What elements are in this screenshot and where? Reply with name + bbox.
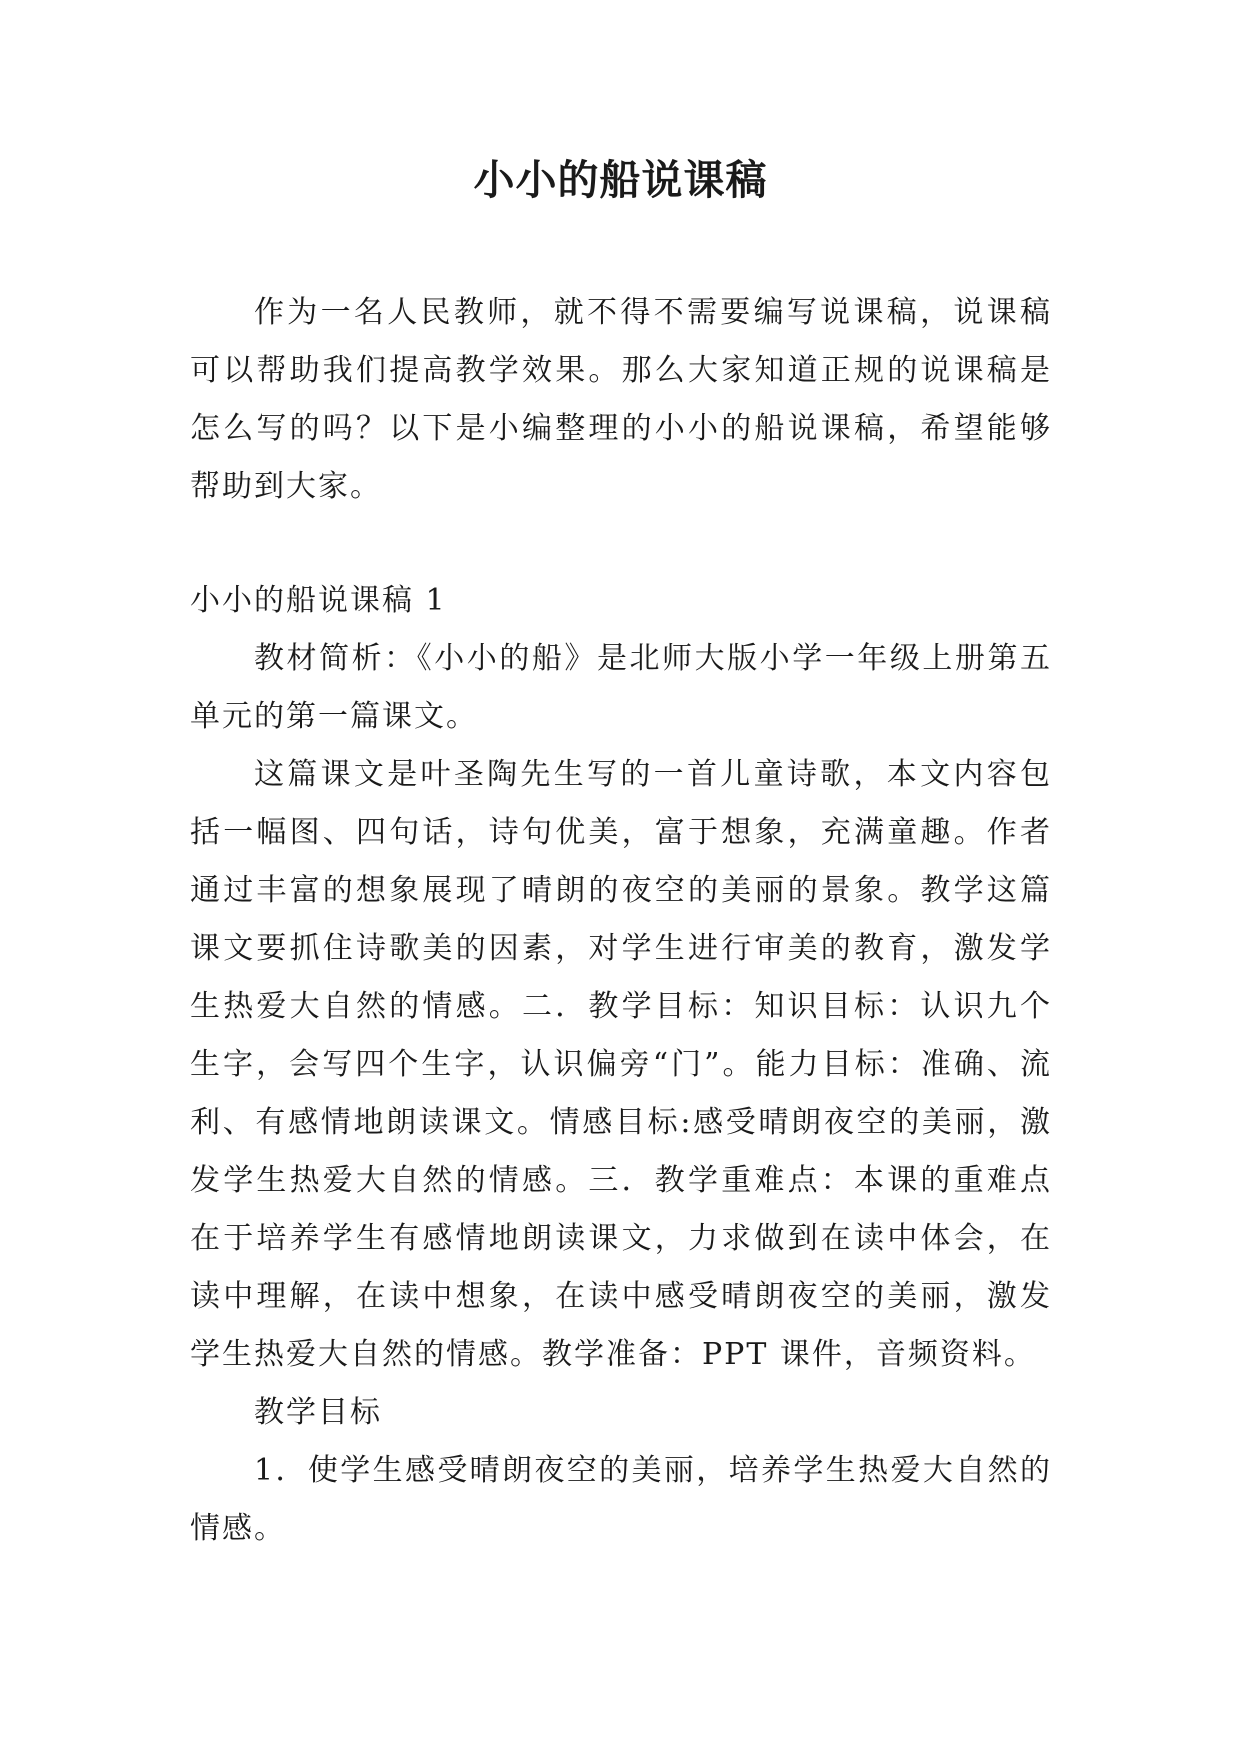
paragraph-goal-1: 1．使学生感受晴朗夜空的美丽，培养学生热爱大自然的情感。 (190, 1453, 1052, 1546)
document-body (190, 284, 1052, 1558)
paragraph-spacer (190, 516, 1052, 572)
paragraph-lesson-description: 这篇课文是叶圣陶先生写的一首儿童诗歌，本文内容包括一幅图、四句话，诗句优美，富于想象，充满童趣。作者通过丰富的想象展现了晴朗的夜空的美丽的景象。教学这篇课文要抓住诗歌美的因素，对学生进行审美的教育，激发学生热爱大自然的情感。二．教学目标：知识目标：认识九个生字，会写四个生字，认识偏旁“门”。能力目标：准确、流利、有感情地朗读课文。情感目标:感受晴朗夜空的美丽，激发学生热爱大自然的情感。三．教学重难点：本课的重难点在于培养学生有感情地朗读课文，力求做到在读中体会，在读中理解，在读中想象，在读中感受晴朗夜空的美丽，激发学生热爱大自然的情感。教学准备：PPT 课件，音频资料。 (190, 757, 1052, 1372)
paragraph-teaching-goals-heading: 教学目标 (254, 1395, 382, 1430)
paragraph-textbook-analysis: 教材简析：《小小的船》是北师大版小学一年级上册第五单元的第一篇课文。 (190, 641, 1052, 734)
intro-paragraph: 作为一名人民教师，就不得不需要编写说课稿，说课稿可以帮助我们提高教学效果。那么大家知道正规的说课稿是怎么写的吗？以下是小编整理的小小的船说课稿，希望能够帮助到大家。 (190, 295, 1052, 504)
document-title: 小小的船说课稿 (473, 156, 768, 204)
section-heading: 小小的船说课稿 1 (190, 583, 447, 618)
